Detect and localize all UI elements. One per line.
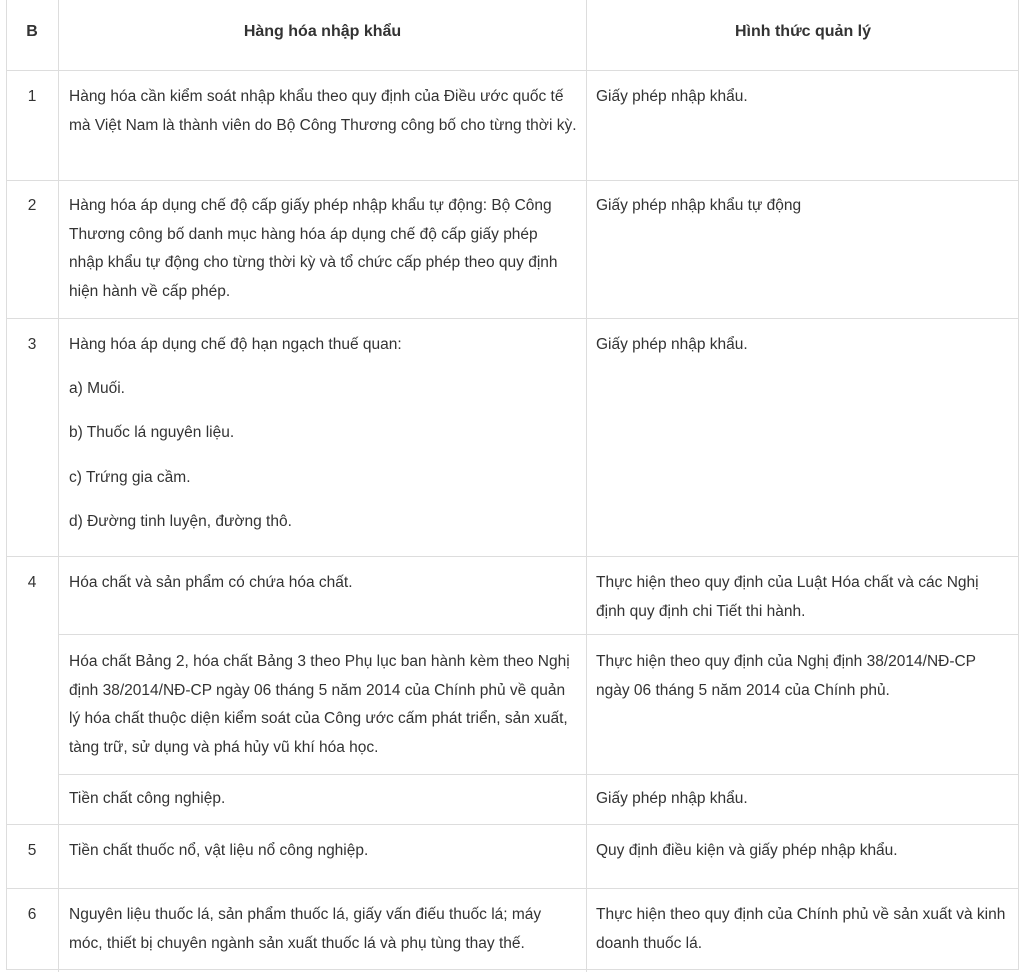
goods-item: c) Trứng gia cầm. (69, 468, 191, 486)
goods-cell: Nguyên liệu thuốc lá, sản phẩm thuốc lá, giấy vấn điếu thuốc lá; máy móc, thiết bị chuyên ngành sản xuất thuốc lá và phụ tùng thay thế. (69, 906, 542, 952)
management-cell: Thực hiện theo quy định của Nghị định 38/2014/NĐ-CP ngày 06 tháng 5 năm 2014 của Chính phủ. (596, 653, 976, 699)
column-divider (58, 0, 59, 972)
goods-intro: Hàng hóa áp dụng chế độ hạn ngạch thuế quan: (69, 336, 402, 353)
goods-cell: Hóa chất Bảng 2, hóa chất Bảng 3 theo Phụ lục ban hành kèm theo Nghị định 38/2014/NĐ-CP ngày 06 tháng 5 năm 2014 của Chính phủ về quản lý hóa chất thuộc diện kiểm soát của Công ước cấm phát triển, sản xuất, tàng trữ, sử dụng và phá hủy vũ khí hóa học. (69, 653, 570, 757)
row-divider (6, 824, 1019, 825)
management-cell: Giấy phép nhập khẩu. (596, 790, 748, 807)
import-goods-table (6, 0, 1019, 972)
goods-cell: Hàng hóa cần kiểm soát nhập khẩu theo quy định của Điều ước quốc tế mà Việt Nam là thành viên do Bộ Công Thương công bố cho từng thời kỳ. (69, 88, 577, 134)
goods-cell: Hàng hóa áp dụng chế độ cấp giấy phép nhập khẩu tự động: Bộ Công Thương công bố danh mục hàng hóa áp dụng chế độ cấp giấy phép nhập khẩu tự động cho từng thời kỳ và tổ chức cấp phép theo quy định hiện hành về cấp phép. (69, 197, 558, 301)
row-divider (6, 556, 1019, 557)
header-goods: Hàng hóa nhập khẩu (243, 23, 402, 40)
management-cell: Thực hiện theo quy định của Luật Hóa chất và các Nghị định quy định chi Tiết thi hành. (596, 574, 979, 620)
management-cell: Giấy phép nhập khẩu. (596, 88, 748, 105)
row-divider (58, 774, 1019, 775)
row-number: 4 (27, 574, 37, 591)
header-management: Hình thức quản lý (734, 23, 872, 40)
row-number: 6 (27, 906, 37, 923)
row-divider (6, 318, 1019, 319)
goods-item: d) Đường tinh luyện, đường thô. (69, 512, 292, 530)
management-cell: Thực hiện theo quy định của Chính phủ về sản xuất và kinh doanh thuốc lá. (596, 906, 1006, 952)
goods-cell: Tiền chất thuốc nổ, vật liệu nổ công nghiệp. (69, 842, 369, 859)
column-divider (586, 0, 587, 972)
goods-item: b) Thuốc lá nguyên liệu. (69, 424, 235, 442)
row-divider (6, 180, 1019, 181)
row-divider (6, 888, 1019, 889)
goods-item: a) Muối. (69, 380, 125, 398)
management-cell: Giấy phép nhập khẩu tự động (596, 197, 802, 214)
header-number: B (26, 23, 38, 40)
row-divider (58, 634, 1019, 635)
row-number: 1 (27, 88, 37, 105)
row-divider (6, 70, 1019, 71)
goods-cell: Hóa chất và sản phẩm có chứa hóa chất. (69, 574, 353, 591)
row-number: 2 (27, 197, 37, 214)
management-cell: Quy định điều kiện và giấy phép nhập khẩu. (596, 842, 898, 859)
row-number: 5 (27, 842, 37, 859)
goods-cell: Tiền chất công nghiệp. (69, 790, 226, 807)
row-number: 3 (27, 336, 37, 353)
management-cell: Giấy phép nhập khẩu. (596, 336, 748, 353)
goods-cell (69, 331, 579, 537)
